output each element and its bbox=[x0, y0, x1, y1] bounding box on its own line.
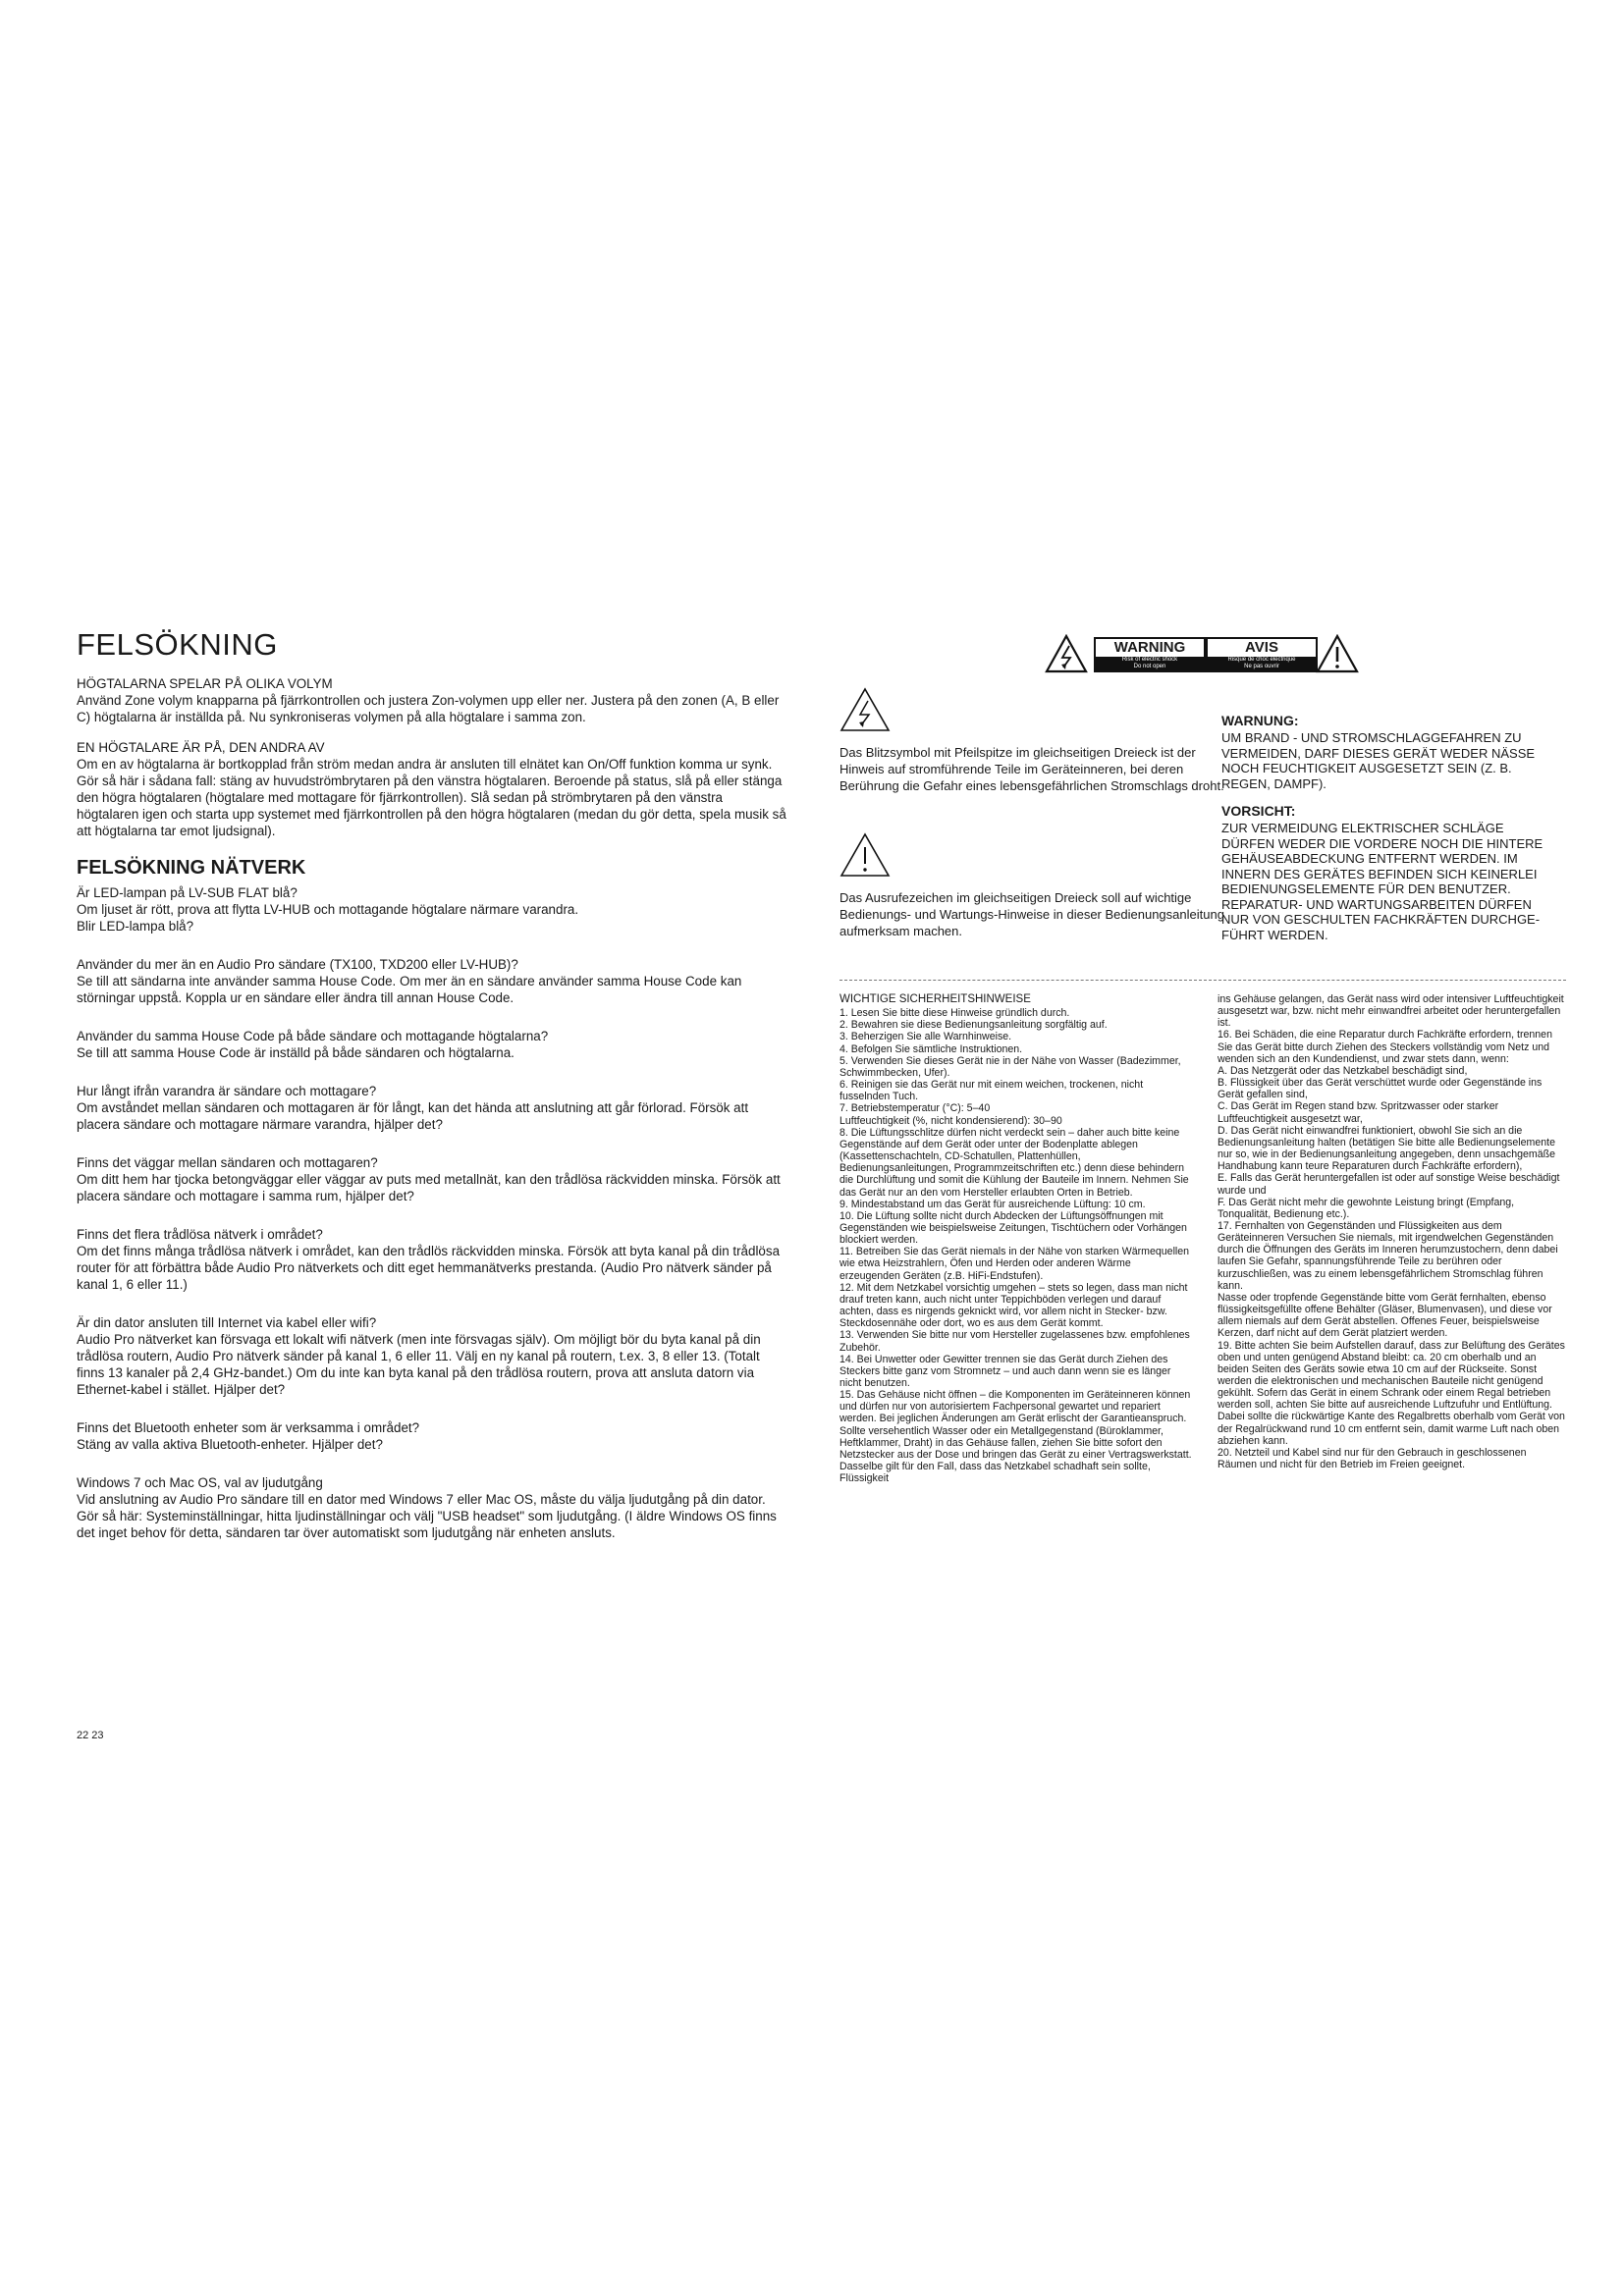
warning-label-bar bbox=[1045, 634, 1359, 683]
safety-item: 20. Netzteil und Kabel sind nur für den Gebrauch in geschlossenen Räumen und nicht für den Betrieb im Freien geeignet. bbox=[1218, 1446, 1527, 1471]
safety-item: Luftfeuchtigkeit (%, nicht kondensierend): 30–90 bbox=[839, 1114, 1062, 1127]
network-item bbox=[77, 1314, 787, 1398]
avis-sub-line: Risque de choc electrique bbox=[1227, 657, 1296, 663]
safety-item: Nasse oder tropfende Gegenstände bitte vom Gerät fernhalten, ebenso flüssigkeitsgefüllte offene Behälter (Gläser, Blumenvasen), und diese vor allem niemals auf dem Gerät abstellen. Offenes Feuer, beispielsweise Kerzen, darf nicht auf dem Gerät platziert werden. bbox=[1218, 1291, 1552, 1340]
page-numbers: 22 23 bbox=[77, 1730, 104, 1741]
safety-item: 19. Bitte achten Sie beim Aufstellen darauf, dass zur Belüftung des Gerätes oben und unten genügend Abstand bleibt: ca. 20 cm oberhalb und an beiden Seiten des Geräts sowie etwa 10 cm auf der Rückseite. Sonst werden die elektronischen und mechanischen Bauteile nicht genügend gekühlt. Sofern das Gerät in einem Schrank oder einem Regal betrieben werden soll, achten Sie bitte auf ausreichende Luftzufuhr und Entlüftung. Dabei sollte die rückwärtige Kante des Regalbretts oberhalb vom Gerät von der Regalrückwand rund 10 cm entfernt sein, damit warme Luft nach oben abziehen kann. bbox=[1218, 1339, 1565, 1447]
network-item bbox=[77, 956, 787, 1006]
safety-item: F. Das Gerät nicht mehr die gewohnte Leistung bringt (Empfang, Tonqualität, Bedienung etc.). bbox=[1218, 1196, 1515, 1220]
warning-notices bbox=[1221, 713, 1555, 954]
network-question: Finns det flera trådlösa nätverk i området? bbox=[77, 1227, 323, 1243]
safety-column-2 bbox=[1218, 993, 1566, 1470]
network-answer: Om ditt hem har tjocka betongväggar eller väggar av puts med metallnät, kan den trådlösa räckvidden minska. Försök att placera sändare och mottagare i samma rum, hjälper det? bbox=[77, 1172, 781, 1204]
warning-subtitle bbox=[1096, 657, 1204, 670]
network-question: Finns det Bluetooth enheter som är verksamma i området? bbox=[77, 1420, 420, 1436]
section-volume bbox=[77, 675, 787, 725]
safety-item: 14. Bei Unwetter oder Gewitter trennen sie das Gerät durch Ziehen des Steckers bitte ganz vom Stromnetz – und auch dann wenn sie es länger nicht benutzen. bbox=[839, 1353, 1171, 1389]
safety-item: 15. Das Gehäuse nicht öffnen – die Komponenten im Geräteinneren können und dürfen nur von autorisiertem Fachpersonal gewartet und repariert werden. Bei jeglichen Änderungen am Gerät erlischt der Garantieanspruch. bbox=[839, 1389, 1191, 1425]
warning-box bbox=[1094, 637, 1206, 672]
safety-item: 3. Beherzigen Sie alle Warnhinweise. bbox=[839, 1031, 1012, 1043]
lightning-triangle-icon bbox=[1045, 634, 1088, 673]
safety-item: 6. Reinigen sie das Gerät nur mit einem weichen, trockenen, nicht fusselnden Tuch. bbox=[839, 1079, 1144, 1103]
network-item bbox=[77, 1419, 787, 1453]
safety-item: 11. Betreiben Sie das Gerät niemals in der Nähe von starken Wärmequellen wie etwa Heizstrahlern, Öfen und Herden oder anderen Wärme erzeugenden Geräten (z.B. HiFi-Endstufen). bbox=[839, 1246, 1190, 1282]
safety-item: ins Gehäuse gelangen, das Gerät nass wird oder intensiver Luftfeuchtigkeit ausgesetzt war, bzw. nicht mehr einwandfrei arbeitet oder heruntergefallen ist. bbox=[1218, 993, 1564, 1030]
safety-item: 8. Die Lüftungsschlitze dürfen nicht verdeckt sein – daher auch bitte keine Gegenstände auf dem Gerät oder unter der Bodenplatte ablegen (Kassettenschachteln, CD-Schatullen, Plattenhüllen, Bedienungsanleitungen, Programmzeitschriften etc.) denn diese behindern die Durchlüftung und somit die Kühlung der Bauteile im Innern. Nehmen Sie das Gerät nur an den vom Hersteller erlaubten Orten in Betrieb. bbox=[839, 1126, 1189, 1199]
network-question: Hur långt ifrån varandra är sändare och mottagare? bbox=[77, 1084, 377, 1099]
bolt-symbol-block bbox=[839, 687, 1232, 794]
dashed-divider bbox=[839, 980, 1566, 981]
safety-heading: WICHTIGE SICHERHEITSHINWEISE bbox=[839, 993, 1031, 1005]
vorsicht-heading: VORSICHT: bbox=[1221, 803, 1296, 819]
network-question: Använder du mer än en Audio Pro sändare (TX100, TXD200 eller LV-HUB)? bbox=[77, 957, 518, 973]
network-item bbox=[77, 1474, 787, 1541]
exclamation-triangle-icon bbox=[839, 832, 891, 878]
network-answer: Se till att samma House Code är inställd på både sändaren och högtalarna. bbox=[77, 1045, 514, 1061]
safety-item: 7. Betriebstemperatur (°C): 5–40 bbox=[839, 1102, 991, 1115]
section-one-speaker-on bbox=[77, 739, 787, 839]
safety-item: 5. Verwenden Sie dieses Gerät nie in der Nähe von Wasser (Badezimmer, Schwimmbecken, Ufer). bbox=[839, 1054, 1181, 1079]
warning-sub-line: Risk of electric shock bbox=[1121, 657, 1178, 663]
network-item bbox=[77, 1083, 787, 1133]
safety-item: 10. Die Lüftung sollte nicht durch Abdecken der Lüftungsöffnungen mit Gegenständen wie beispielsweise Zeitungen, Tischtüchern oder Vorhängen blockiert werden. bbox=[839, 1209, 1187, 1247]
safety-item: 12. Mit dem Netzkabel vorsichtig umgehen – stets so legen, dass man nicht drauf treten kann, auch nicht unter Teppichböden verlegen und darauf achten, dass es nirgends geknickt wird, vor allem nicht in Stecker- bzw. Steckdosennähe oder dort, wo es aus dem Gerät kommt. bbox=[839, 1281, 1188, 1330]
network-item bbox=[77, 884, 787, 934]
warning-sub-line: Do not open bbox=[1133, 664, 1166, 669]
safety-column-1 bbox=[839, 993, 1193, 1484]
network-question: Är LED-lampan på LV-SUB FLAT blå? bbox=[77, 885, 298, 901]
safety-item: E. Falls das Gerät heruntergefallen ist oder auf sonstige Weise beschädigt wurde und bbox=[1218, 1172, 1560, 1197]
network-answer: Om det finns många trådlösa nätverk i området, kan den trådlös räckvidden minska. Försök att byta kanal på din trådlösa router för att förbättra både Audio Pro nätverkets och ditt eget hemmanätverks prestanda. (Audio Pro nätverk sänder på kanal 1, 6 eller 11.) bbox=[77, 1244, 781, 1293]
bolt-symbol-text: Das Blitzsymbol mit Pfeilspitze im gleichseitigen Dreieck ist der Hinweis auf stromführende Teile im Geräteinneren, bei deren Berührung die Gefahr eines lebensgefährlichen Stromschlags droht. bbox=[839, 745, 1224, 793]
avis-title: AVIS bbox=[1245, 639, 1278, 656]
warnung-heading: WARNUNG: bbox=[1221, 713, 1299, 728]
network-question: Använder du samma House Code på både sändare och mottagande högtalarna? bbox=[77, 1029, 549, 1044]
network-answer: Om ljuset är rött, prova att flytta LV-HUB och mottagande högtalare närmare varandra. Blir LED-lampa blå? bbox=[77, 902, 579, 934]
safety-item: 4. Befolgen Sie sämtliche Instruktionen. bbox=[839, 1042, 1023, 1055]
network-answer: Om avståndet mellan sändaren och mottagaren är för långt, kan det hända att anslutning att går förlorad. Försök att placera sändare och mottagare närmare varandra, hjälper det? bbox=[77, 1100, 749, 1133]
network-item bbox=[77, 1154, 787, 1204]
network-item bbox=[77, 1226, 787, 1293]
network-answer: Audio Pro nätverket kan försvaga ett lokalt wifi nätverk (men inte försvagas själv). Om möjligt bör du byta kanal på din trådlösa routern, Audio Pro nätverk sänder på kanal 1, 6 eller 11. Välj en ny kanal på routern, t.ex. 3, 8 eller 13. (Totalt finns 13 kanaler på 2,4 GHz-bandet.) Om du inte kan byta kanal på den trådlösa routern, prova att ansluta datorn via Ethernet-kabel i stället. Hjälper det? bbox=[77, 1332, 761, 1398]
safety-item: A. Das Netzgerät oder das Netzkabel beschädigt sind, bbox=[1218, 1064, 1468, 1077]
network-answer: Stäng av valla aktiva Bluetooth-enheter. Hjälper det? bbox=[77, 1437, 383, 1453]
safety-item: 9. Mindestabstand um das Gerät für ausreichende Lüftung: 10 cm. bbox=[839, 1198, 1146, 1210]
section-heading: EN HÖGTALARE ÄR PÅ, DEN ANDRA AV bbox=[77, 740, 325, 756]
avis-sub-line: Ne pas ouvrir bbox=[1244, 664, 1279, 669]
section-heading: HÖGTALARNA SPELAR PÅ OLIKA VOLYM bbox=[77, 676, 333, 692]
vorsicht-text: ZUR VERMEIDUNG ELEKTRISCHER SCHLÄGE DÜRFEN WEDER DIE VORDERE NOCH DIE HINTERE GEHÄUSEABDECKUNG ENTFERNT WERDEN. IM INNERN DES GERÄTES BEFINDEN SICH KEINERLEI BEDIENUNGSELEMENTE FÜR DEN BENUTZER. REPARATUR- UND WARTUNGSARBEITEN DÜRFEN NUR VON GESCHULTEN FACHKRÄFTEN DURCHGE-FÜHRT WERDEN. bbox=[1221, 821, 1543, 942]
safety-item: C. Das Gerät im Regen stand bzw. Spritzwasser oder starker Luftfeuchtigkeit ausgesetzt war, bbox=[1218, 1100, 1499, 1125]
section-body: Använd Zone volym knapparna på fjärrkontrollen och justera Zon-volymen upp eller ner. Justera på den zonen (A, B eller C) högtalarna är inställda på. Nu synkroniseras volymen på alla högtalare i samma zon. bbox=[77, 693, 780, 725]
safety-item: D. Das Gerät nicht einwandfrei funktioniert, obwohl Sie sich an die Bedienungsanleitung halten (betätigen Sie bitte alle Bedienungselemente nur so, wie in der Bedienungsanleitung angegeben, denn unsachgemäße Handhabung kann teure Reparaturen durch Fachkräfte erfordern), bbox=[1218, 1124, 1555, 1173]
avis-subtitle bbox=[1208, 657, 1316, 670]
network-answer: Se till att sändarna inte använder samma House Code. Om mer än en sändare använder samma House Code kan störningar uppstå. Koppla ur en sändare eller ändra till annan House Code. bbox=[77, 974, 742, 1006]
exclamation-symbol-text: Das Ausrufezeichen im gleichseitigen Dreieck soll auf wichtige Bedienungs- und Wartungs-Hinweise in dieser Bedienungsanleitung aufmerksam machen. bbox=[839, 890, 1224, 938]
network-answer: Vid anslutning av Audio Pro sändare till en dator med Windows 7 eller Mac OS, måste du välja ljudutgång på din dator. Gör så här: Systeminställningar, hitta ljudinställningar och välj "USB headset" som ljudutgång. (I äldre Windows OS finns det inget behov för detta, sändaren tar över automatiskt som ljudutgång när enheten ansluts. bbox=[77, 1492, 777, 1541]
avis-box bbox=[1206, 637, 1318, 672]
safety-item: 16. Bei Schäden, die eine Reparatur durch Fachkräfte erfordern, trennen Sie das Gerät bitte durch Ziehen des Steckers vollständig vom Netz und wenden sich an den Kundendienst, und zwar stets dann, wenn: bbox=[1218, 1029, 1552, 1065]
left-page bbox=[77, 628, 787, 1563]
warnung-text: UM BRAND - UND STROMSCHLAGGEFAHREN ZU VERMEIDEN, DARF DIESES GERÄT WEDER NÄSSE NOCH FEUCHTIGKEIT AUSGESETZT SEIN (Z. B. REGEN, DAMPF). bbox=[1221, 730, 1536, 791]
exclamation-triangle-icon bbox=[1316, 634, 1359, 673]
network-question: Finns det väggar mellan sändaren och mottagaren? bbox=[77, 1155, 378, 1171]
network-question: Är din dator ansluten till Internet via kabel eller wifi? bbox=[77, 1315, 377, 1331]
network-item bbox=[77, 1028, 787, 1061]
network-question: Windows 7 och Mac OS, val av ljudutgång bbox=[77, 1475, 323, 1491]
safety-item: 13. Verwenden Sie bitte nur vom Hersteller zugelassenes bzw. empfohlenes Zubehör. bbox=[839, 1329, 1190, 1354]
safety-item: B. Flüssigkeit über das Gerät verschüttet wurde oder Gegenstände ins Gerät gefallen sind, bbox=[1218, 1077, 1543, 1101]
warning-title: WARNING bbox=[1113, 639, 1186, 656]
network-title: FELSÖKNING NÄTVERK bbox=[77, 857, 306, 880]
section-body: Om en av högtalarna är bortkopplad från ström medan andra är ansluten till elnätet kan On/Off funktion komma ur synk. Gör så här i sådana fall: stäng av huvudströmbrytaren på den vänstra högtalaren. Beroende på status, slå på eller stänga den högra högtalaren (högtalare med mottagare för fjärrkontrollen). Slå sedan på strömbrytaren på den vänstra högtalaren igen och starta upp systemet med fjärrkontrollen på den högra högtalaren (medan du gör detta, spela musik så att högtalarna tar emot ljudsignal). bbox=[77, 757, 786, 839]
safety-item: 2. Bewahren sie diese Bedienungsanleitung sorgfältig auf. bbox=[839, 1019, 1108, 1032]
page-title: FELSÖKNING bbox=[77, 627, 278, 662]
lightning-triangle-icon bbox=[839, 687, 891, 732]
safety-item: 17. Fernhalten von Gegenständen und Flüssigkeiten aus dem Geräteinneren Versuchen Sie niemals, mit irgendwelchen Gegenständen durch die Öffnungen des Geräts im Inneren herumzustochern, denn dabei laufen Sie Gefahr, spannungsführende Teile zu berühren oder kurzuschließen, was zu einem lebensgefährlichem Stromschlag führen kann. bbox=[1218, 1219, 1558, 1292]
safety-item: 1. Lesen Sie bitte diese Hinweise gründlich durch. bbox=[839, 1007, 1070, 1020]
exclamation-symbol-block bbox=[839, 832, 1232, 939]
safety-item: Sollte versehentlich Wasser oder ein Metallgegenstand (Büroklammer, Heftklammer, Draht) in das Gehäuse fallen, ziehen Sie bitte sofort den Netzstecker aus der Dose und bringen das Gerät zu einer Vertragswerkstatt. Dasselbe gilt für den Fall, dass das Netzkabel schadhaft sein sollte, Flüssigkeit bbox=[839, 1424, 1192, 1485]
